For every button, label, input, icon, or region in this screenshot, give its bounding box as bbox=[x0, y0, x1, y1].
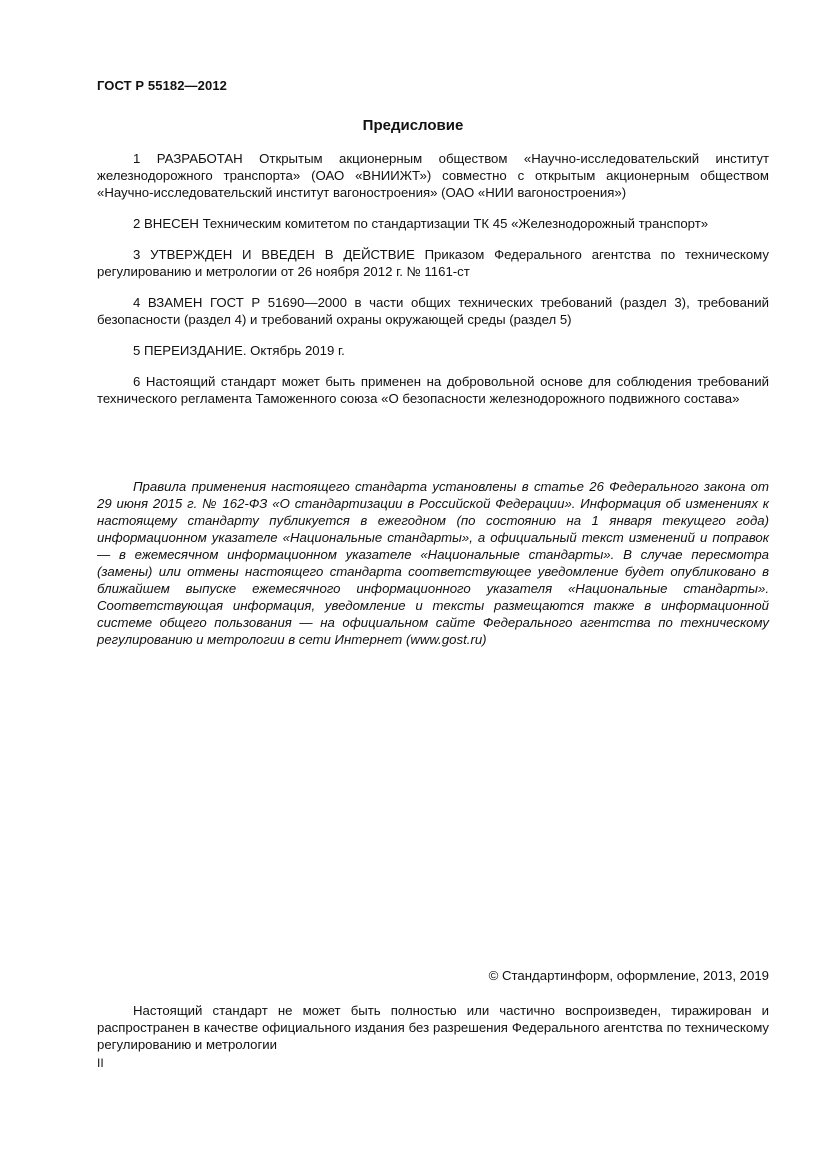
foreword-body bbox=[97, 150, 769, 421]
foreword-item-5: 5 ПЕРЕИЗДАНИЕ. Октябрь 2019 г. bbox=[133, 343, 345, 358]
foreword-item-4: 4 ВЗАМЕН ГОСТ Р 51690—2000 в части общих технических требований (раздел 3), требований безопасности (раздел 4) и требований охраны окружающей среды (раздел 5) bbox=[97, 295, 769, 327]
foreword-item-1: 1 РАЗРАБОТАН Открытым акционерным обществом «Научно-исследовательский институт железнодорожного транспорта» (ОАО «ВНИИЖТ») совместно с открытым акционерным обществом «Научно-исследовательский институт вагоностроения» (ОАО «НИИ вагоностроения») bbox=[97, 151, 769, 200]
foreword-item-3: 3 УТВЕРЖДЕН И ВВЕДЕН В ДЕЙСТВИЕ Приказом Федерального агентства по техническому регулированию и метрологии от 26 ноября 2012 г. № 1161-ст bbox=[97, 247, 769, 279]
page-number: II bbox=[97, 1056, 104, 1070]
rules-note: Правила применения настоящего стандарта установлены в статье 26 Федерального закона от 29 июня 2015 г. № 162-ФЗ «О стандартизации в Российской Федерации». Информация об изменениях к настоящему стандарту публикуется в ежегодном (по состоянию на 1 января текущего года) информационном указателе «Национальные стандарты», а официальный текст изменений и поправок — в ежемесячном информационном указателе «Национальные стандарты». В случае пересмотра (замены) или отмены настоящего стандарта соответствующее уведомление будет опубликовано в ближайшем выпуске ежемесячного информационного указателя «Национальные стандарты». Соответствующая информация, уведомление и тексты размещаются также в информационной системе общего пользования — на официальном сайте Федерального агентства по техническому регулированию и метрологии в сети Интернет (www.gost.ru) bbox=[97, 479, 769, 647]
copyright-line: © Стандартинформ, оформление, 2013, 2019 bbox=[488, 968, 769, 983]
reproduction-notice: Настоящий стандарт не может быть полностью или частично воспроизведен, тиражирован и распространен в качестве официального издания без разрешения Федерального агентства по техническому регулированию и метрологии bbox=[97, 1003, 769, 1052]
standard-code-header: ГОСТ Р 55182—2012 bbox=[97, 78, 227, 93]
foreword-item-6: 6 Настоящий стандарт может быть применен на добровольной основе для соблюдения требований технического регламента Таможенного союза «О безопасности железнодорожного подвижного состава» bbox=[97, 374, 769, 406]
page-title: Предисловие bbox=[362, 117, 464, 134]
foreword-item-2: 2 ВНЕСЕН Техническим комитетом по стандартизации ТК 45 «Железнодорожный транспорт» bbox=[133, 216, 709, 231]
